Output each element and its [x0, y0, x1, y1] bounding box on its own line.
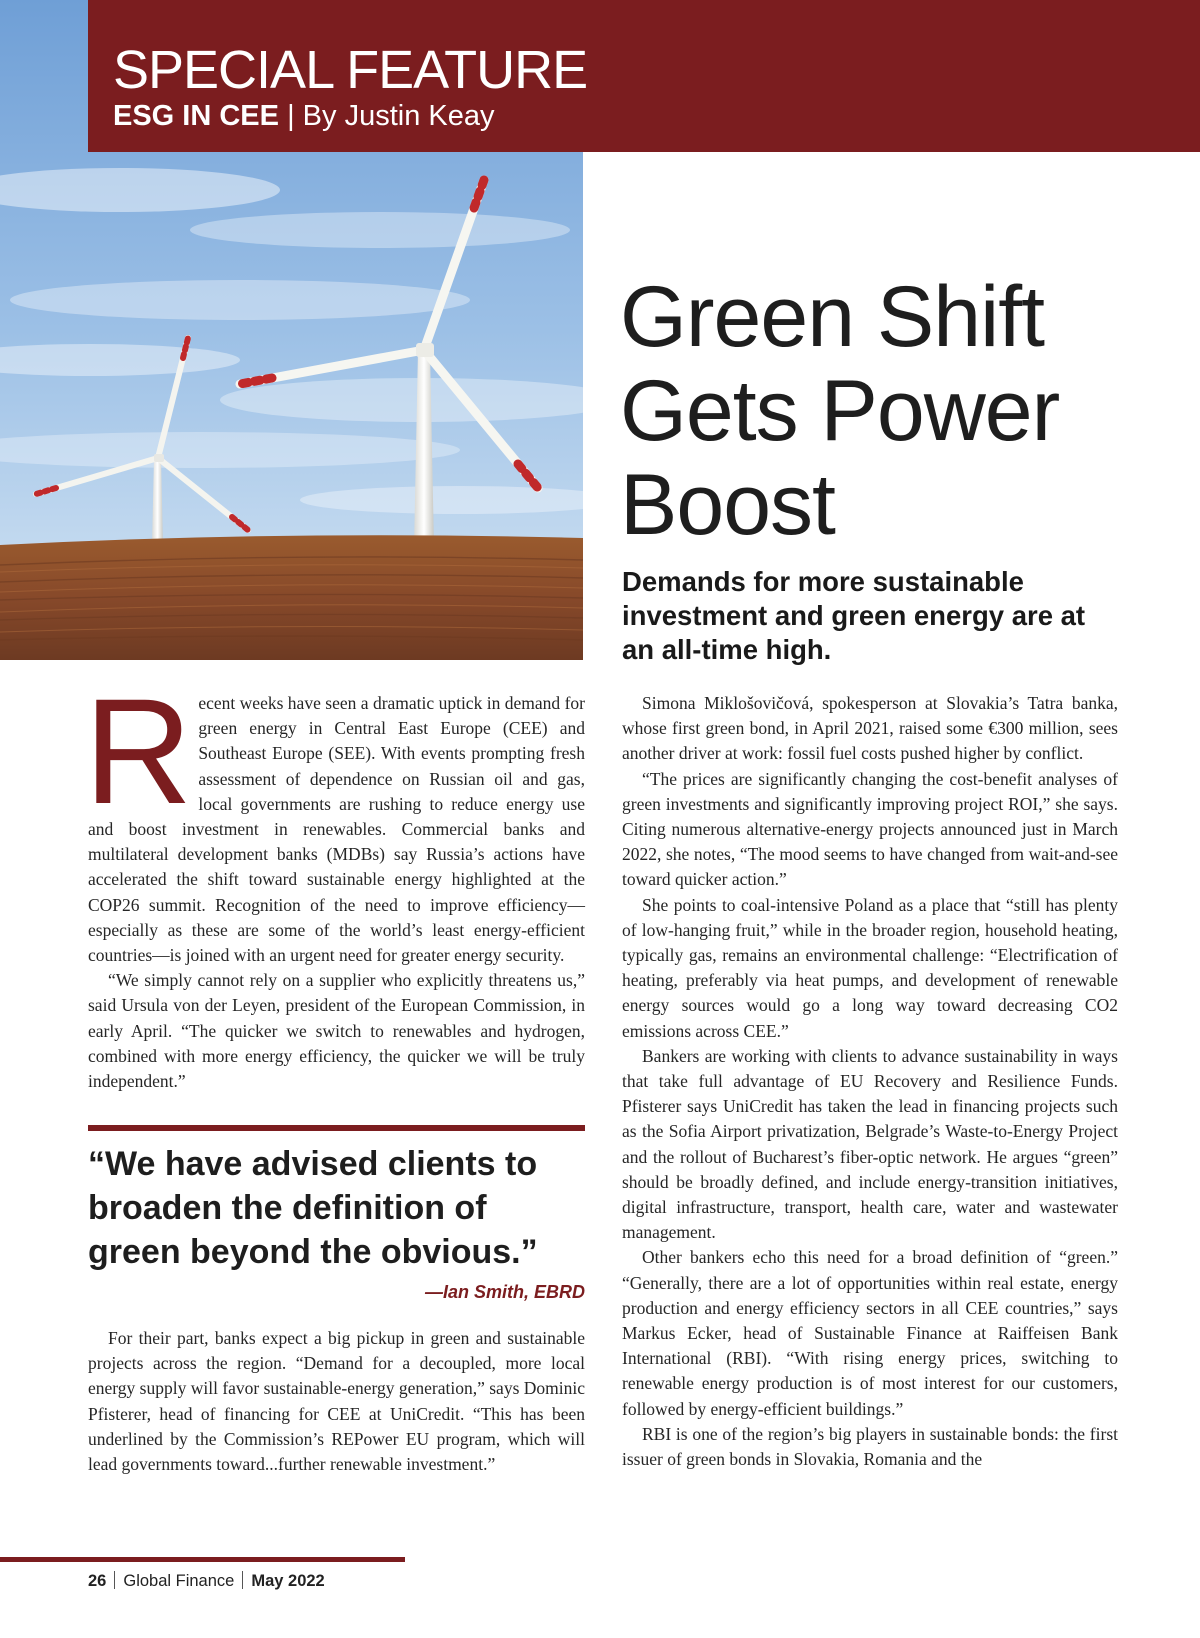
page-number: 26	[88, 1572, 107, 1590]
byline: By Justin Keay	[302, 100, 495, 132]
article-left-column-upper	[84, 667, 585, 1094]
paragraph: Other bankers echo this need for a broad definition of “green.” “Generally, there are a lot of opportunities within real estate, energy production and energy efficiency sectors in all CEE countries,” says Markus Ecker, head of Sustainable Finance at Raiffeisen Bank International (RBI). “With rising energy prices, switching to renewable energy production is of most interest for our customers, followed by energy-efficient buildings.”	[622, 1247, 1118, 1419]
issue-date: May 2022	[251, 1572, 325, 1590]
paragraph: RBI is one of the region’s big players in sustainable bonds: the first issuer of green bonds in Slovakia, Romania and the	[622, 1423, 1118, 1470]
headline-line-2: Gets Power	[620, 363, 1060, 459]
pullquote-rule	[88, 1125, 585, 1131]
paragraph: For their part, banks expect a big pickup in green and sustainable projects across the region. “Demand for a decoupled, more local energy supply will favor sustainable-energy generation,” says Dominic Pfisterer, head of financing for CEE at UniCredit. “This has been underlined by the Commission’s REPower EU program, which will lead governments toward...further renewable investment.”	[88, 1328, 585, 1475]
headline-line-3: Boost	[620, 457, 835, 553]
paragraph: Simona Miklošovičová, spokesperson at Slovakia’s Tatra banka, whose first green bond, in April 2021, raised some €300 million, sees another driver at work: fossil fuel costs pushed higher by conflict.	[622, 693, 1118, 764]
article-right-column	[622, 691, 1118, 1472]
paragraph: Bankers are working with clients to advance sustainability in ways that take full advantage of EU Recovery and Resilience Funds. Pfisterer says UniCredit has taken the lead in financing projects such as the Sofia Airport privatization, Belgrade’s Waste-to-Energy Project and the rollout of Bucharest’s fiber-optic network. He argues “green” should be broadly defined, and include energy-transition initiatives, digital infrastructure, transport, health care, water and wastewater management.	[622, 1045, 1118, 1243]
footer-divider	[242, 1571, 243, 1589]
paragraph-text: ecent weeks have seen a dramatic uptick in demand for green energy in Central East Europe (CEE) and Southeast Europe (SEE). With events prompting fresh assessment of dependence on Russian oil and gas, local governments are rushing to reduce energy use and boost investment in renewables. Commercial banks and multilateral development banks (MDBs) say Russia’s actions have accelerated the shift toward sustainable energy highlighted at the COP26 summit. Recognition of the need to improve efficiency—especially as these are some of the world’s least energy-efficient countries—is joined with an urgent need for greater energy security.	[88, 693, 585, 966]
section-label: SPECIAL FEATURE	[113, 40, 588, 100]
headline	[620, 270, 1180, 552]
pullquote: “We have advised clients to broaden the definition of green beyond the obvious.”	[88, 1145, 538, 1271]
topic-label: ESG IN CEE	[113, 100, 279, 132]
topic-byline	[113, 99, 495, 133]
drop-cap: R	[84, 667, 193, 835]
publication-name: Global Finance	[123, 1572, 235, 1590]
headline-line-1: Green Shift	[620, 269, 1044, 365]
paragraph: “We simply cannot rely on a supplier who explicitly threatens us,” said Ursula von der Leyen, president of the European Commission, in early April. “The quicker we switch to renewables and hydrogen, combined with more energy efficiency, the quicker we will be truly independent.”	[88, 970, 585, 1092]
footer-rule	[0, 1557, 405, 1562]
paragraph: She points to coal-intensive Poland as a place that “still has plenty of low-hanging fruit,” while in the broader region, household heating, typically gas, remains an environmental challenge: “Electrification of heating, preferably via heat pumps, and development of renewable energy sources would go a long way toward decreasing CO2 emissions across CEE.”	[622, 894, 1118, 1041]
page-footer	[88, 1571, 325, 1591]
paragraph	[84, 667, 585, 968]
footer-divider	[114, 1571, 115, 1589]
article-left-column-lower	[88, 1326, 585, 1477]
paragraph: “The prices are significantly changing the cost-benefit analyses of green investments and significantly improving project ROI,” she says. Citing numerous alternative-energy projects announced just in March 2022, she notes, “The mood seems to have changed from wait-and-see toward quicker action.”	[622, 768, 1118, 890]
pullquote-attribution: —Ian Smith, EBRD	[424, 1282, 585, 1302]
section-banner	[88, 0, 1200, 152]
dek-subtitle: Demands for more sustainable investment and green energy are at an all-time high.	[622, 566, 1086, 665]
byline-separator: |	[287, 100, 295, 132]
